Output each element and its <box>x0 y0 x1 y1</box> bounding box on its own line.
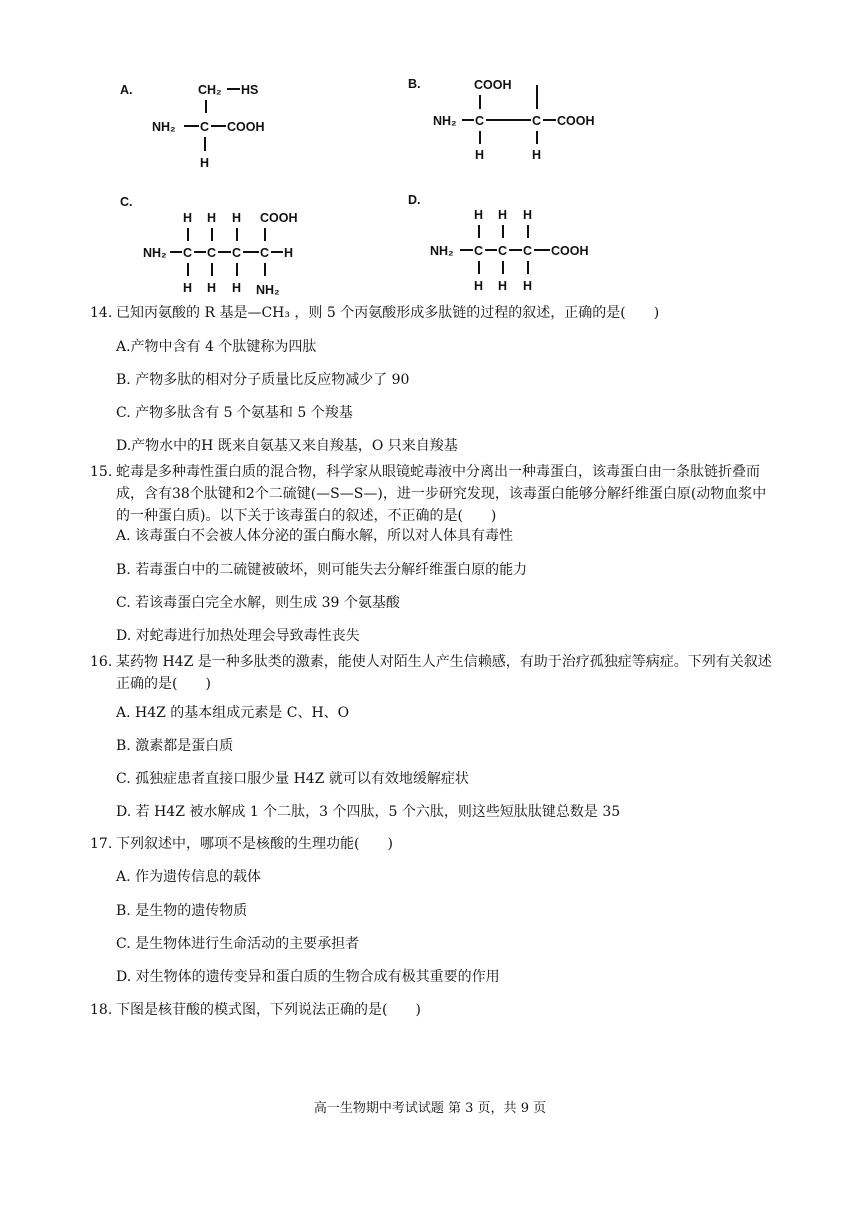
structure-b-label: B. <box>408 77 421 91</box>
question-16-option-a: A. H4Z 的基本组成元素是 C、H、O <box>116 705 350 721</box>
structure-a-cooh: COOH <box>227 120 265 134</box>
question-17 <box>90 833 780 855</box>
structure-a-c: C <box>200 120 210 134</box>
question-14 <box>90 302 780 324</box>
question-number: 18. <box>90 1002 113 1018</box>
structure-a-h: H <box>200 156 210 170</box>
question-14-option-c: C. 产物多肽含有 5 个氨基和 5 个羧基 <box>116 405 353 421</box>
question-number: 17. <box>90 836 113 852</box>
question-16-option-c: C. 孤独症患者直接口服少量 H4Z 就可以有效地缓解症状 <box>116 771 469 787</box>
structure-c-c4: C <box>260 246 270 260</box>
structure-c-h-end: H <box>284 246 294 260</box>
structure-b <box>408 77 595 162</box>
page-footer: 高一生物期中考试试题 第 3 页，共 9 页 <box>313 1101 547 1116</box>
structure-d <box>408 193 589 293</box>
question-16 <box>90 651 780 695</box>
structure-c <box>120 195 298 297</box>
structure-d-c3: C <box>523 244 533 258</box>
structure-c-nh2: NH₂ <box>143 246 167 260</box>
structure-d-h-bot3: H <box>523 279 533 293</box>
question-stem: 蛇毒是多种毒性蛋白质的混合物，科学家从眼镜蛇毒液中分离出一种毒蛋白，该毒蛋白由一条肽链折叠而成，含有38个肽键和2个二硫键(—S—S—)，进一步研究发现，该毒蛋白能够分解纤维蛋白原(动物血浆中的一种蛋白质)。以下关于该毒蛋白的叙述，不正确的是( ) <box>116 464 767 524</box>
question-15 <box>90 461 780 527</box>
question-stem: 已知丙氨酸的 R 基是—CH₃ ，则 5 个丙氨酸形成多肽链的过程的叙述，正确的是( ) <box>116 305 660 321</box>
structure-a-label: A. <box>120 83 133 97</box>
structure-d-nh2: NH₂ <box>430 244 454 258</box>
structure-b-cooh: COOH <box>557 114 595 128</box>
structure-b-c2: C <box>532 114 542 128</box>
question-14-option-a: A.产物中含有 4 个肽键称为四肽 <box>116 339 317 355</box>
structure-c-label: C. <box>120 195 133 209</box>
question-number: 16. <box>90 654 113 670</box>
structure-c-c2: C <box>207 246 217 260</box>
structure-c-h-bot1: H <box>183 281 193 295</box>
structure-a-nh2: NH₂ <box>152 120 176 134</box>
structure-b-c1: C <box>475 114 485 128</box>
structure-c-h-top1: H <box>183 211 193 225</box>
question-16-option-d: D. 若 H4Z 被水解成 1 个二肽，3 个四肽，5 个六肽，则这些短肽肽键总数是 35 <box>116 804 621 820</box>
structure-b-h1: H <box>475 148 485 162</box>
structure-c-h-bot2: H <box>207 281 217 295</box>
structure-d-h-bot1: H <box>474 279 484 293</box>
structure-c-c1: C <box>183 246 193 260</box>
question-17-option-c: C. 是生物体进行生命活动的主要承担者 <box>116 936 360 952</box>
question-number: 15. <box>90 464 113 480</box>
structure-d-h-top2: H <box>498 208 508 222</box>
structure-a-ch2: CH₂ <box>198 83 222 97</box>
question-14-option-b: B. 产物多肽的相对分子质量比反应物减少了 90 <box>116 372 410 388</box>
structure-d-label: D. <box>408 193 421 207</box>
amino-acid-structures <box>0 0 860 305</box>
structure-d-h-top3: H <box>523 208 533 222</box>
structure-d-c1: C <box>474 244 484 258</box>
question-stem: 下图是核苷酸的模式图，下列说法正确的是( ) <box>116 1002 421 1018</box>
structure-c-nh2-bottom: NH₂ <box>256 283 280 297</box>
structure-d-h-top1: H <box>474 208 484 222</box>
structure-b-h2: H <box>532 148 542 162</box>
structure-d-h-bot2: H <box>498 279 508 293</box>
structure-c-h-top2: H <box>207 211 217 225</box>
structure-a-hs: HS <box>241 83 259 97</box>
structure-d-cooh: COOH <box>551 244 589 258</box>
question-number: 14. <box>90 305 113 321</box>
question-15-option-a: A. 该毒蛋白不会被人体分泌的蛋白酶水解，所以对人体具有毒性 <box>116 528 514 544</box>
question-14-option-d: D.产物水中的H 既来自氨基又来自羧基，O 只来自羧基 <box>116 438 458 454</box>
structure-d-c2: C <box>498 244 508 258</box>
question-17-option-d: D. 对生物体的遗传变异和蛋白质的生物合成有极其重要的作用 <box>116 969 500 985</box>
structure-b-cooh-top: COOH <box>474 78 512 92</box>
question-15-option-c: C. 若该毒蛋白完全水解，则生成 39 个氨基酸 <box>116 595 400 611</box>
question-stem: 下列叙述中，哪项不是核酸的生理功能( ) <box>116 836 393 852</box>
question-16-option-b: B. 激素都是蛋白质 <box>116 738 234 754</box>
question-15-option-b: B. 若毒蛋白中的二硫键被破坏，则可能失去分解纤维蛋白原的能力 <box>116 562 528 578</box>
question-18 <box>90 999 780 1021</box>
question-17-option-b: B. 是生物的遗传物质 <box>116 903 248 919</box>
question-17-option-a: A. 作为遗传信息的载体 <box>116 869 262 885</box>
question-15-option-d: D. 对蛇毒进行加热处理会导致毒性丧失 <box>116 628 360 644</box>
structure-b-nh2: NH₂ <box>433 114 457 128</box>
structure-c-h-bot3: H <box>232 281 242 295</box>
question-stem: 某药物 H4Z 是一种多肽类的激素，能使人对陌生人产生信赖感，有助于治疗孤独症等病症。下列有关叙述正确的是( ) <box>116 654 772 692</box>
structure-c-h-top3: H <box>232 211 242 225</box>
structure-c-cooh: COOH <box>260 211 298 225</box>
structure-c-c3: C <box>232 246 242 260</box>
structure-a <box>120 83 265 170</box>
